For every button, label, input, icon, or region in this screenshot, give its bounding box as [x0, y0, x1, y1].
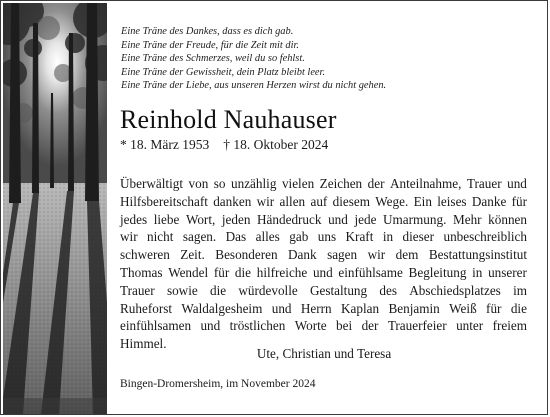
- body-word: danken: [213, 193, 252, 209]
- poem-line: Eine Träne des Dankes, dass es dich gab.: [121, 26, 294, 37]
- body-word: wir: [120, 229, 138, 245]
- poem-line: Eine Träne der Gewissheit, dein Platz bleibt leer.: [121, 66, 326, 78]
- signers: Ute, Christian und Teresa: [256, 346, 392, 361]
- body-word: sowie: [166, 282, 198, 298]
- body-line: [120, 175, 527, 193]
- body-word: leises: [437, 193, 467, 209]
- body-word: für: [511, 193, 527, 209]
- body-word: vielen: [281, 176, 315, 191]
- body-word: Kraft: [345, 229, 374, 245]
- body-word: sagen.: [182, 229, 217, 245]
- body-word: und: [271, 300, 292, 316]
- life-dates: [120, 137, 328, 153]
- body-line: [120, 193, 527, 211]
- body-line: [120, 211, 527, 229]
- body-word: in: [472, 264, 483, 280]
- poem-line: Eine Träne der Liebe, aus unseren Herzen wirst du nicht gehen.: [121, 80, 387, 92]
- body-word: Trauer: [466, 176, 502, 191]
- body-word: dieser: [402, 229, 435, 245]
- body-word: Begleitung: [408, 264, 467, 280]
- body-word: Kaplan: [341, 300, 380, 316]
- body-word: die: [234, 264, 252, 280]
- body-word: wir: [367, 247, 386, 263]
- body-word: tröstlichen: [229, 318, 286, 334]
- body-word: der: [367, 176, 385, 191]
- body-word: liebe: [153, 211, 180, 227]
- deceased-name: Reinhold Nauhauser: [120, 105, 337, 134]
- obituary-text: [119, 1, 529, 415]
- poem: [121, 25, 386, 93]
- body-word: Wege.: [375, 193, 409, 209]
- body-word: unserer: [488, 264, 527, 280]
- body-word: schweren: [120, 247, 170, 263]
- body-word: für: [213, 264, 230, 280]
- body-word: Wendel: [168, 264, 209, 280]
- body-word: dem: [395, 247, 419, 263]
- body-word: in: [382, 229, 394, 245]
- body-word: und: [328, 211, 348, 227]
- body-word: der: [361, 318, 379, 334]
- body-word: Abschiedsplatzes: [409, 282, 501, 298]
- body-word: diesem: [332, 193, 370, 209]
- body-word: wir: [256, 193, 275, 209]
- body-word: nicht: [147, 229, 174, 245]
- body-word: für: [486, 300, 502, 316]
- body-word: Worte: [294, 318, 327, 334]
- tree-avenue-image: [3, 3, 107, 414]
- body-word: Waldalgesheim: [181, 300, 263, 316]
- body-word: freiem: [492, 318, 527, 334]
- body-word: jedes: [120, 211, 148, 227]
- body-word: sagen: [327, 247, 358, 263]
- body-line: [120, 264, 527, 282]
- death-date: † 18. Oktober 2024: [223, 137, 329, 152]
- body-word: bei: [336, 318, 353, 334]
- body-word: jeden: [221, 211, 251, 227]
- body-word: Zeit.: [180, 247, 205, 263]
- body-word: Wort,: [185, 211, 216, 227]
- body-word: von: [188, 176, 209, 191]
- body-word: auf: [310, 193, 328, 209]
- body-word: und: [200, 318, 221, 334]
- body-word: würdevolle: [238, 282, 298, 298]
- body-word: Ein: [413, 193, 432, 209]
- body-word: Dank: [288, 247, 317, 263]
- body-word: Trauerfeier: [387, 318, 447, 334]
- body-word: jede: [354, 211, 377, 227]
- body-word: uns: [317, 229, 337, 245]
- gratitude-text: [120, 175, 527, 353]
- body-word: und: [312, 264, 333, 280]
- body-word: Besonderen: [215, 247, 278, 263]
- body-word: Händedruck: [257, 211, 322, 227]
- body-line: [120, 317, 527, 335]
- body-word: Das: [225, 229, 247, 245]
- body-word: Gestaltung: [309, 282, 368, 298]
- body-word: einfühlsame: [338, 264, 403, 280]
- body-word: die: [510, 300, 527, 316]
- body-word: Benjamin: [388, 300, 440, 316]
- body-word: Bestattungsinstitut: [428, 247, 527, 263]
- body-line: [120, 246, 527, 264]
- body-word: Weiß: [449, 300, 477, 316]
- place-and-date: Bingen-Dromersheim, im November 2024: [120, 378, 316, 390]
- body-word: gab: [289, 229, 309, 245]
- body-word: unzählig: [231, 176, 277, 191]
- body-word: Herrn: [300, 300, 332, 316]
- body-word: des: [379, 282, 397, 298]
- body-word: im: [513, 282, 527, 298]
- body-word: unbeschreiblich: [443, 229, 527, 245]
- body-line: [120, 300, 527, 318]
- body-word: Überwältigt: [120, 176, 183, 191]
- body-word: hilfreiche: [256, 264, 308, 280]
- body-word: Anteilnahme,: [389, 176, 462, 191]
- tree-avenue-photo: [3, 3, 107, 414]
- body-line: [120, 282, 527, 300]
- body-word: können: [488, 211, 527, 227]
- body-word: Umarmung.: [383, 211, 447, 227]
- body-word: Hilfsbereitschaft: [120, 193, 208, 209]
- poem-line: Eine Träne des Schmerzes, weil du so fehlst.: [121, 53, 305, 65]
- birth-date: * 18. März 1953: [120, 137, 210, 152]
- body-word: und: [507, 176, 527, 191]
- body-word: alles: [255, 229, 280, 245]
- body-word: Mehr: [452, 211, 482, 227]
- body-line: [120, 228, 527, 246]
- body-word: die: [210, 282, 227, 298]
- poem-line: Eine Träne der Freude, für die Zeit mit dir.: [121, 39, 299, 51]
- body-word: Himmel.: [120, 336, 167, 352]
- body-word: unter: [456, 318, 484, 334]
- body-word: Ruheforst: [120, 300, 173, 316]
- body-word: einfühlsamen: [120, 318, 192, 334]
- body-word: so: [213, 176, 226, 191]
- body-word: Danke: [471, 193, 507, 209]
- body-word: allen: [279, 193, 306, 209]
- body-word: Trauer: [120, 282, 155, 298]
- body-word: Thomas: [120, 264, 163, 280]
- body-word: Zeichen: [319, 176, 363, 191]
